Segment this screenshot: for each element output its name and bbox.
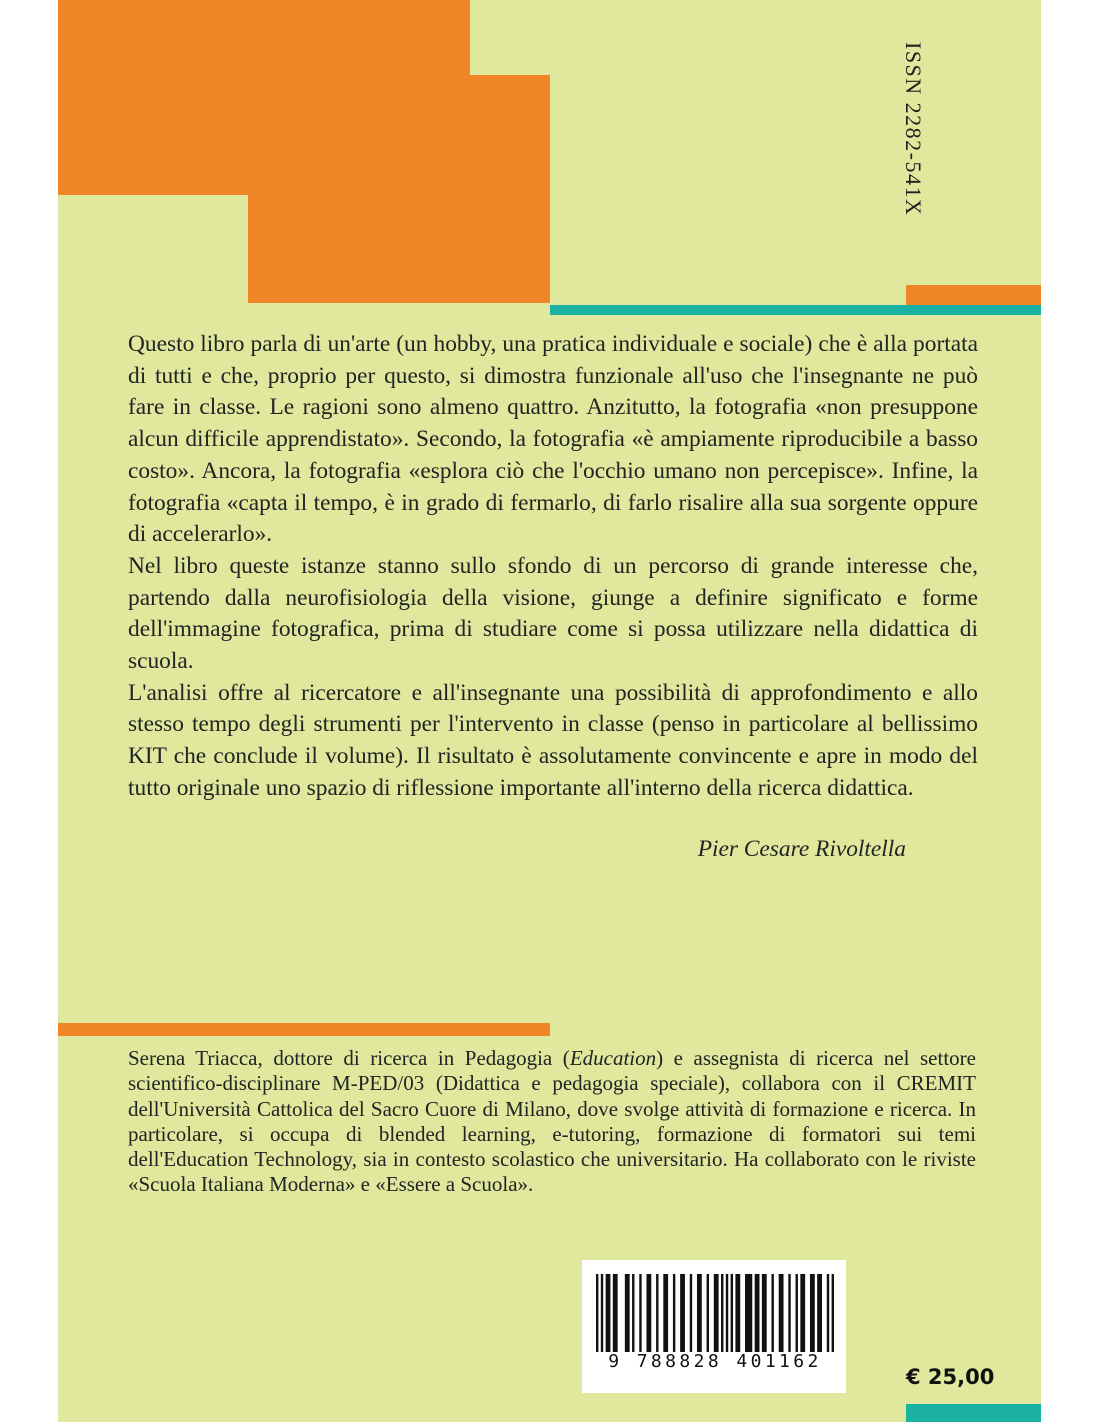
barcode-bar [639, 1274, 641, 1352]
barcode-bar [625, 1274, 630, 1352]
barcode-bar [726, 1274, 728, 1352]
barcode-bar [663, 1274, 668, 1352]
barcode-bar [714, 1274, 719, 1352]
barcode-bar [827, 1274, 829, 1352]
barcode-digits: 9 788828 401162 [608, 1351, 822, 1372]
orange-bar-top-right [906, 285, 1041, 305]
bio-italic-word: Education [569, 1046, 657, 1070]
issn-label: ISSN 2282-541X [901, 42, 926, 217]
barcode-bar [721, 1274, 723, 1352]
barcode-bar [762, 1274, 767, 1352]
barcode-bar [632, 1274, 634, 1352]
blurb-text [128, 329, 978, 805]
bio-text-after: ) e assegnista di ricerca nel settore scientifico-disciplinare M-PED/03 (Didattica e pedagogia speciale), collabora con il CREMIT dell'Università Cattolica del Sacro Cuore di Milano, dove svolge attività di formazione e ricerca. In particolare, si occupa di blended learning, e-tutoring, formazione di formatori sui temi dell'Education Technology, sia in contesto scolastico che universitario. Ha collaborato con le riviste «Scuola Italiana Moderna» e «Essere a Scuola». [128, 1046, 976, 1197]
barcode-bar [755, 1274, 760, 1352]
barcode-bar [731, 1274, 733, 1352]
barcode-bar [613, 1274, 618, 1352]
barcode-bar [779, 1274, 784, 1352]
barcode-bar [745, 1274, 752, 1352]
teal-bar-top [550, 305, 1041, 315]
bio-text-before: , dottore di ricerca in Pedagogia ( [257, 1046, 570, 1070]
price-label: € 25,00 [906, 1365, 995, 1389]
author-name: Serena Triacca [128, 1046, 258, 1070]
blurb-paragraph: L'analisi offre al ricercatore e all'insegnante una possibilità di approfondimento e allo stesso tempo degli strumenti per l'intervento in classe (penso in particolare al bellissimo KIT che conclude il volume). Il risultato è assolutamente convincente e apre in modo del tutto originale uno spazio di riflessione importante all'interno della ricerca didattica. [128, 679, 978, 801]
barcode-bar [788, 1274, 790, 1352]
barcode [582, 1260, 846, 1393]
blurb-paragraph: Nel libro queste istanze stanno sullo sfondo di un percorso di grande interesse che, partendo dalla neurofisiologia della visione, giunge a definire significato e forme dell'immagine fotografica, prima di studiare come si possa utilizzare nella didattica di scuola. [128, 552, 978, 675]
orange-block-cap [358, 35, 470, 75]
orange-divider-bar [58, 1023, 550, 1036]
orange-block-top [58, 0, 470, 35]
blurb-signature: Pier Cesare Rivoltella [697, 836, 906, 862]
book-back-cover [58, 0, 1041, 1422]
blurb-paragraph: Questo libro parla di un'arte (un hobby, una pratica individuale e sociale) che è alla portata di tutti e che, proprio per questo, si dimostra funzionale all'uso che l'insegnante ne può fare in classe. Le ragioni sono almeno quattro. Anzitutto, la fotografia «non presuppone alcun difficile apprendistato». Secondo, la fotografia «è ampiamente riproducibile a basso costo». Ancora, la fotografia «esplora ciò che l'occhio umano non percepisce». Infine, la fotografia «capta il tempo, è in grado di fermarlo, di farlo risalire alla sua sorgente oppure di accelerarlo». [128, 331, 978, 548]
barcode-bar [646, 1274, 651, 1352]
orange-block-mid [248, 35, 358, 303]
barcode-bar [817, 1274, 822, 1352]
teal-bar-bottom [906, 1404, 1041, 1422]
author-bio [128, 1046, 976, 1198]
barcode-bar [596, 1274, 598, 1352]
barcode-bar [832, 1274, 834, 1352]
barcode-bar [606, 1274, 611, 1352]
barcode-bar [601, 1274, 603, 1352]
barcode-bars [596, 1274, 834, 1352]
barcode-bar [680, 1274, 685, 1352]
barcode-bar [656, 1274, 658, 1352]
barcode-bar [796, 1274, 798, 1352]
barcode-bar [673, 1274, 675, 1352]
barcode-bar [690, 1274, 692, 1352]
barcode-bar [707, 1274, 709, 1352]
barcode-bar [735, 1274, 740, 1352]
barcode-bar [800, 1274, 805, 1352]
barcode-bar [697, 1274, 702, 1352]
barcode-bar [810, 1274, 815, 1352]
barcode-bar [771, 1274, 773, 1352]
